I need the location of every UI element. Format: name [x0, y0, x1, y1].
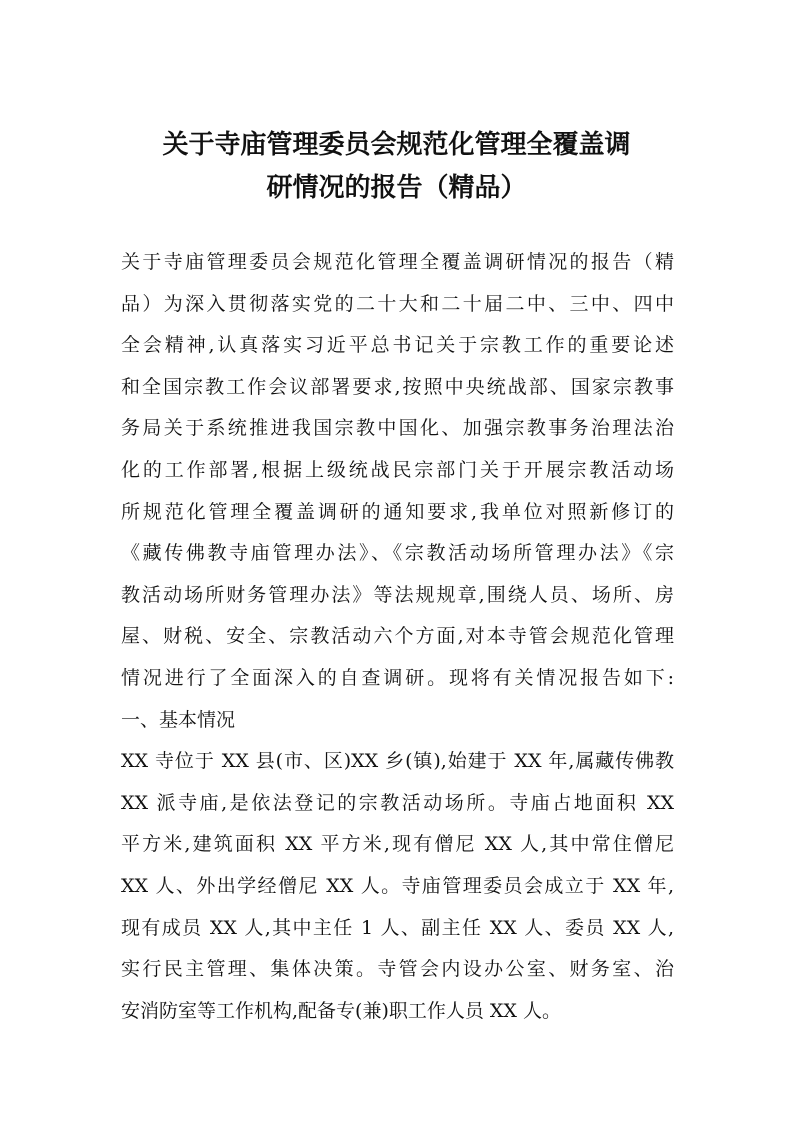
text-line: 现有成员 XX 人,其中主任 1 人、副主任 XX 人、委员 XX 人, [121, 916, 674, 939]
text-line: 化的工作部署,根据上级统战民宗部门关于开展宗教活动场 [121, 458, 674, 481]
text-line: 全会精神,认真落实习近平总书记关于宗教工作的重要论述 [121, 334, 674, 357]
document-title [0, 124, 793, 210]
text-line: 关于寺庙管理委员会规范化管理全覆盖调研情况的报告（精 [121, 251, 674, 273]
text-line: 所规范化管理全覆盖调研的通知要求,我单位对照新修订的 [121, 500, 674, 523]
text-line: 实行民主管理、集体决策。寺管会内设办公室、财务室、治 [121, 958, 674, 981]
title-line-2: 研情况的报告（精品） [266, 173, 527, 203]
basic-info-paragraph [121, 741, 674, 1032]
text-line: 情况进行了全面深入的自查调研。现将有关情况报告如下: [121, 666, 674, 689]
text-line: 务局关于系统推进我国宗教中国化、加强宗教事务治理法治 [121, 417, 674, 440]
text-line: 和全国宗教工作会议部署要求,按照中央统战部、国家宗教事 [121, 375, 674, 398]
text-line: 《藏传佛教寺庙管理办法》、《宗教活动场所管理办法》《宗 [121, 542, 674, 565]
text-line: 教活动场所财务管理办法》等法规规章,围绕人员、场所、房 [121, 583, 674, 606]
text-line: 平方米,建筑面积 XX 平方米,现有僧尼 XX 人,其中常住僧尼 [121, 833, 674, 856]
text-line: XX 派寺庙,是依法登记的宗教活动场所。寺庙占地面积 XX [121, 791, 674, 814]
text-line: XX 寺位于 XX 县(市、区)XX 乡(镇),始建于 XX 年,属藏传佛教 [121, 750, 674, 773]
text-line: XX 人、外出学经僧尼 XX 人。寺庙管理委员会成立于 XX 年, [121, 874, 674, 897]
document-body [121, 242, 674, 1032]
text-line: 品）为深入贯彻落实党的二十大和二十届二中、三中、四中 [121, 292, 674, 315]
intro-paragraph [121, 242, 674, 700]
text-line: 安消防室等工作机构,配备专(兼)职工作人员 XX 人。 [121, 999, 561, 1022]
section-heading: 一、基本情况 [121, 708, 236, 731]
text-line: 屋、财税、安全、宗教活动六个方面,对本寺管会规范化管理 [121, 625, 674, 648]
title-line-1: 关于寺庙管理委员会规范化管理全覆盖调 [162, 130, 631, 160]
